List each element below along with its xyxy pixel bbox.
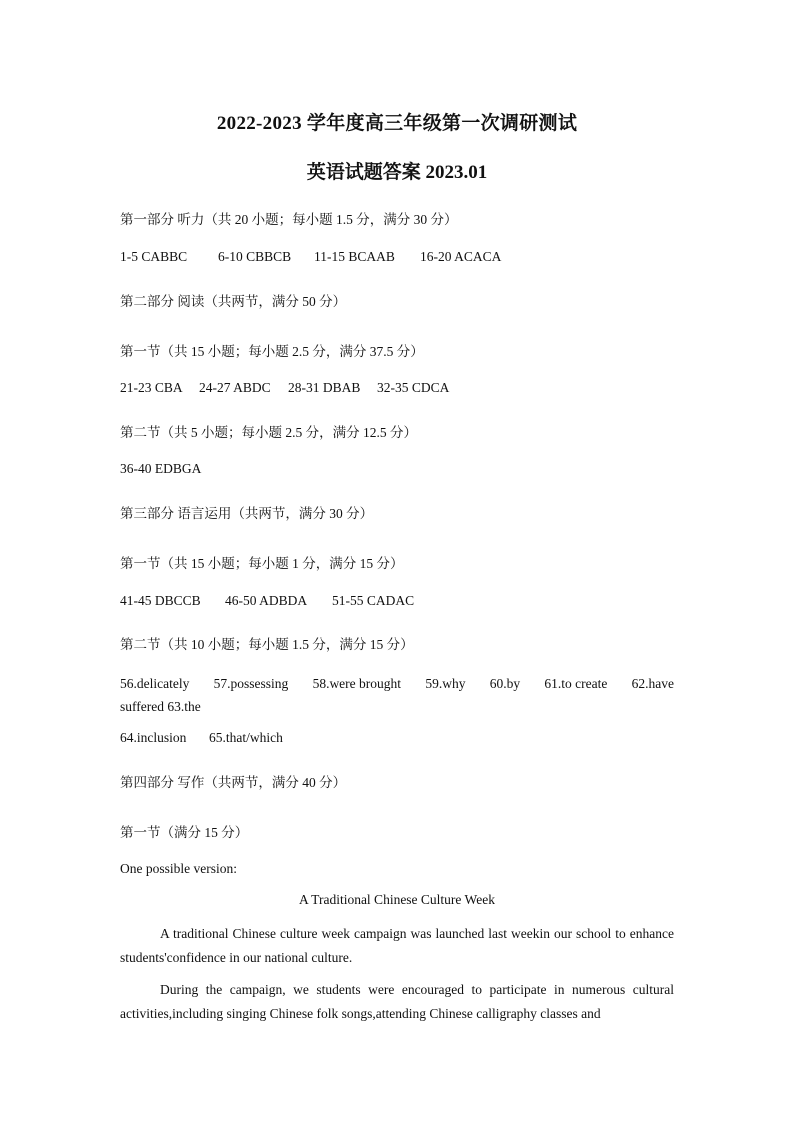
answer-item: 60.by (489, 676, 521, 691)
essay-paragraph-1: A traditional Chinese culture week campaign was launched last weekin our school to enhance students'confidence in our national culture. (120, 926, 674, 965)
part2-section2-heading: 第二节（共 5 小题；每小题 2.5 分，满分 12.5 分） (120, 425, 417, 440)
part3-section2-heading: 第二节（共 10 小题；每小题 1.5 分，满分 15 分） (120, 637, 414, 652)
answer-item: 62.have (631, 676, 674, 691)
answer-item: 65.that/which (209, 730, 283, 745)
part3-section2-answers (120, 672, 674, 718)
part4-section1-heading: 第一节（满分 15 分） (120, 825, 249, 840)
page-subtitle: 英语试题答案 2023.01 (306, 162, 488, 183)
part4-heading: 第四部分 写作（共两节，满分 40 分） (120, 775, 347, 790)
answer-item: 56.delicately (120, 676, 190, 691)
part2-section1-heading: 第一节（共 15 小题；每小题 2.5 分，满分 37.5 分） (120, 344, 424, 359)
part3-heading: 第三部分 语言运用（共两节，满分 30 分） (120, 506, 374, 521)
answer-group: 51-55 CADAC (332, 593, 415, 608)
answer-group: 32-35 CDCA (377, 380, 450, 395)
answer-group: 28-31 DBAB (288, 380, 361, 395)
essay-intro: One possible version: (120, 861, 237, 876)
answer-group: 6-10 CBBCB (218, 249, 292, 264)
answer-group: 11-15 BCAAB (314, 249, 395, 264)
answer-group: 21-23 CBA (120, 380, 183, 395)
part1-answers (120, 249, 501, 265)
part3-section1-heading: 第一节（共 15 小题；每小题 1 分，满分 15 分） (120, 556, 404, 571)
essay-title: A Traditional Chinese Culture Week (299, 892, 495, 907)
part1-heading: 第一部分 听力（共 20 小题；每小题 1.5 分，满分 30 分） (120, 212, 458, 227)
answer-item: 61.to create (544, 676, 608, 691)
answer-group: 41-45 DBCCB (120, 593, 201, 608)
answer-row (120, 672, 674, 695)
answer-group: 36-40 EDBGA (120, 461, 202, 476)
answer-item: 59.why (425, 676, 466, 691)
answer-group: 16-20 ACACA (420, 249, 502, 264)
part3-section1-answers (120, 593, 414, 609)
answer-item: 57.possessing (213, 676, 289, 691)
answer-item: 64.inclusion (120, 730, 187, 745)
page-title: 2022-2023 学年度高三年级第一次调研测试 (216, 113, 578, 134)
part3-section2-answers-cont (120, 730, 283, 746)
answer-item: 58.were brought (312, 676, 402, 691)
answer-row: suffered 63.the (120, 699, 201, 714)
part2-section1-answers (120, 380, 449, 396)
part2-heading: 第二部分 阅读（共两节，满分 50 分） (120, 294, 347, 309)
answer-group: 46-50 ADBDA (225, 593, 308, 608)
answer-group: 1-5 CABBC (120, 249, 188, 264)
essay-paragraph-2: During the campaign, we students were encouraged to participate in numerous cultural activities,including singing Chinese folk songs,attending Chinese calligraphy classes and (120, 982, 674, 1021)
part2-section2-answers (120, 461, 201, 477)
answer-group: 24-27 ABDC (199, 380, 271, 395)
